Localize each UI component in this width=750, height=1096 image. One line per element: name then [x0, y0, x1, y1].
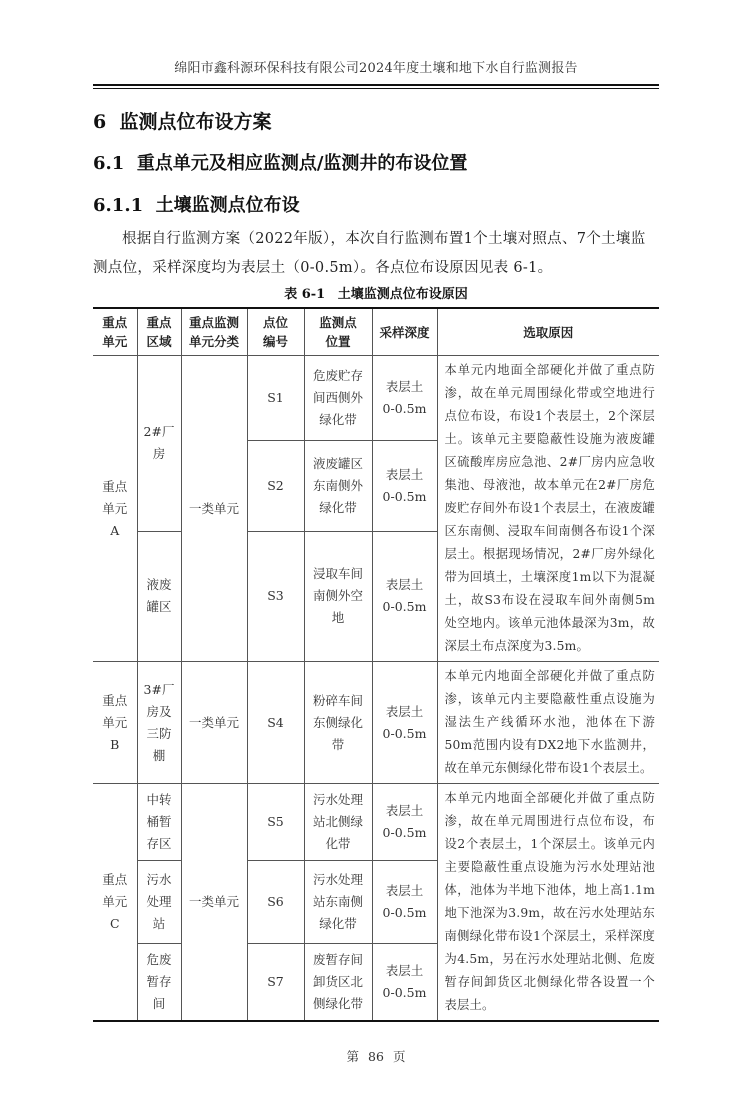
- key-area-line: 中转: [146, 792, 172, 808]
- key-unit-line: 单元: [102, 714, 128, 730]
- sample-depth-line: 0-0.5m: [382, 488, 427, 504]
- point-location-line: 地: [331, 610, 345, 626]
- key-unit-cell: [93, 784, 137, 1022]
- header-sample-depth: [372, 308, 437, 356]
- header-line: 位置: [325, 334, 351, 349]
- header-key-area: [137, 308, 181, 356]
- point-location-cell: [304, 784, 372, 861]
- header-key-unit: [93, 308, 137, 356]
- sample-depth-line: 0-0.5m: [382, 599, 427, 615]
- key-unit-line: B: [110, 736, 120, 752]
- point-id-cell: S5: [247, 784, 304, 861]
- point-location-cell: [304, 943, 372, 1021]
- header-line: 区域: [146, 334, 172, 349]
- point-location-line: 侧绿化带: [312, 995, 363, 1011]
- sample-depth-line: 0-0.5m: [382, 725, 427, 741]
- point-location-cell: [304, 662, 372, 784]
- header-line: 采样深度: [379, 324, 430, 340]
- key-area-line: 污水: [146, 871, 172, 887]
- unit-class-cell: 一类单元: [181, 356, 247, 662]
- sample-depth-cell: [372, 943, 437, 1021]
- key-area-line: 处理: [146, 893, 172, 909]
- header-line: 单元分类: [188, 334, 239, 349]
- key-area-cell: [137, 531, 181, 661]
- key-unit-line: C: [109, 916, 120, 931]
- table-caption: [93, 285, 659, 305]
- key-area-line: 液废: [146, 577, 172, 593]
- point-location-line: 卸货区北: [312, 973, 363, 989]
- key-unit-cell: [93, 662, 137, 784]
- key-area-line: 房: [152, 446, 166, 462]
- table-caption-title: 土壤监测点位布设原因: [337, 287, 468, 302]
- page-content: [93, 60, 659, 1066]
- point-location-line: 粉碎车间: [312, 692, 363, 708]
- point-location-line: 浸取车间: [312, 566, 363, 582]
- sample-depth-line: 0-0.5m: [382, 984, 427, 1000]
- key-area-line: 暂存: [146, 973, 172, 989]
- key-unit-line: 重点: [102, 478, 128, 494]
- point-id-cell: S1: [247, 356, 304, 441]
- header-line: 选取原因: [523, 324, 574, 340]
- selection-reason-cell: 本单元内地面全部硬化并做了重点防渗，该单元内主要隐蔽性重点设施为湿法生产线循环水池，池体在下游50m范围内设有DX2地下水监测井，故在单元东侧绿化带布设1个表层土。: [437, 662, 659, 784]
- sample-depth-line: 表层土: [385, 466, 424, 482]
- header-point-location: [304, 308, 372, 356]
- sample-depth-line: 表层土: [385, 577, 424, 593]
- key-area-line: 危废: [146, 951, 172, 967]
- sample-depth-line: 0-0.5m: [382, 401, 427, 416]
- point-location-line: 废暂存间: [312, 951, 363, 967]
- sample-depth-line: 表层土: [385, 803, 424, 819]
- point-location-line: 东侧绿化: [312, 714, 363, 730]
- header-line: 单元: [102, 334, 128, 349]
- point-location-line: 化带: [325, 836, 351, 852]
- chapter-heading: 6 监测点位布设方案: [93, 111, 272, 133]
- point-location-line: 污水处理: [312, 792, 363, 808]
- point-location-cell: [304, 441, 372, 532]
- key-area-line: 间: [152, 995, 166, 1011]
- point-location-line: 液废罐区: [312, 455, 363, 471]
- point-location-line: 间西侧外: [312, 390, 363, 405]
- header-line: 点位: [262, 315, 288, 330]
- header-unit-class: [181, 308, 247, 356]
- key-area-cell: [137, 356, 181, 532]
- sample-depth-line: 表层土: [385, 379, 424, 394]
- key-area-line: 罐区: [146, 599, 172, 615]
- table-header-row: [93, 308, 659, 356]
- key-unit-line: 单元: [102, 500, 128, 516]
- key-area-cell: [137, 861, 181, 944]
- sample-depth-cell: [372, 861, 437, 944]
- point-location-line: 站东南侧: [312, 893, 363, 909]
- selection-reason-cell: 本单元内地面全部硬化并做了重点防渗，故在单元周围绿化带或空地进行点位布设，布设1个表层土，2个深层土。该单元主要隐蔽性设施为液废罐区硫酸库房应急池、2#厂房内应急收集池、母液池，故本单元在2#厂房危废贮存间外布设1个表层土，在液废罐区东南侧、浸取车间南侧各布设1个深层土。根据现场情况，2#厂房外绿化带为回填土，土壤深度1m以下为混凝土，故S3布设在浸取车间外南侧5m处空地内。该单元池体最深为3m，故深层土布点深度为3.5m。: [437, 356, 659, 662]
- point-id-cell: S4: [247, 662, 304, 784]
- point-location-line: 站北侧绿: [312, 814, 363, 830]
- header-point-id: [247, 308, 304, 356]
- key-area-cell: [137, 784, 181, 861]
- point-location-line: 带: [331, 736, 345, 752]
- point-id-cell: S6: [247, 861, 304, 944]
- point-id-cell: S2: [247, 441, 304, 532]
- header-line: 重点监测: [188, 315, 239, 330]
- sample-depth-cell: [372, 784, 437, 861]
- body-paragraph: 根据自行监测方案（2022年版），本次自行监测布置1个土壤对照点、7个土壤监测点位，采样深度均为表层土（0-0.5m）。各点位布设原因见表 6-1。: [93, 231, 646, 276]
- header-line: 监测点: [319, 315, 357, 330]
- key-area-line: 存区: [146, 836, 172, 852]
- point-location-cell: [304, 861, 372, 944]
- key-unit-line: A: [110, 522, 120, 538]
- key-area-line: 3#厂: [143, 681, 175, 697]
- key-unit-line: 重点: [102, 692, 128, 708]
- sample-depth-cell: [372, 531, 437, 661]
- key-area-cell: [137, 662, 181, 784]
- key-unit-line: 单元: [102, 894, 128, 909]
- key-area-line: 桶暂: [146, 814, 172, 830]
- header-line: 重点: [146, 315, 172, 330]
- sample-depth-line: 表层土: [385, 703, 424, 719]
- key-area-line: 2#厂: [143, 424, 175, 440]
- key-unit-cell: [93, 356, 137, 662]
- table-row: [93, 356, 659, 441]
- point-location-cell: [304, 531, 372, 661]
- key-area-line: 站: [152, 915, 166, 931]
- sample-depth-line: 表层土: [385, 962, 424, 978]
- sample-depth-line: 0-0.5m: [382, 904, 427, 920]
- sample-depth-line: 0-0.5m: [382, 825, 427, 841]
- key-area-line: 房及: [146, 703, 172, 719]
- point-location-line: 南侧外空: [312, 588, 363, 604]
- sample-depth-line: 表层土: [385, 882, 424, 898]
- running-header: 绵阳市鑫科源环保科技有限公司2024年度土壤和地下水自行监测报告: [174, 61, 578, 76]
- point-location-line: 绿化带: [319, 412, 357, 427]
- header-line: 重点: [102, 315, 128, 330]
- header-rule-thick: [93, 84, 659, 86]
- header-rule-thin: [93, 88, 659, 89]
- table-row: [93, 784, 659, 861]
- point-id-cell: S3: [247, 531, 304, 661]
- key-area-line: 棚: [152, 747, 166, 763]
- page-number: [93, 1048, 659, 1066]
- point-location-line: 危废贮存: [312, 368, 363, 383]
- section-heading: 6.1 重点单元及相应监测点/监测井的布设位置: [93, 153, 468, 174]
- key-unit-line: 重点: [102, 872, 128, 887]
- header-reason: [437, 308, 659, 356]
- selection-reason-cell: 本单元内地面全部硬化并做了重点防渗，故在单元周围进行点位布设，布设2个表层土，1个深层土。该单元内主要隐蔽性重点设施为污水处理站池体，池体为半地下池体，地上高1.1m地下池深为3.9m，故在污水处理站东南侧绿化带布设1个深层土，采样深度为4.5m，另在污水处理站北侧、危废暂存间卸货区北侧绿化带各设置一个表层土。: [437, 784, 659, 1022]
- point-location-cell: [304, 356, 372, 441]
- table-caption-number: 表 6-1: [284, 287, 326, 302]
- unit-class-cell: 一类单元: [181, 784, 247, 1022]
- page-number-value: 86: [368, 1049, 384, 1064]
- point-location-line: 绿化带: [319, 499, 357, 515]
- page-suffix: 页: [392, 1049, 406, 1064]
- key-area-line: 三防: [146, 725, 172, 741]
- sample-depth-cell: [372, 662, 437, 784]
- unit-class-cell: 一类单元: [181, 662, 247, 784]
- point-location-line: 绿化带: [319, 915, 357, 931]
- sample-depth-cell: [372, 356, 437, 441]
- table-row: [93, 662, 659, 784]
- sample-depth-cell: [372, 441, 437, 532]
- point-id-cell: S7: [247, 943, 304, 1021]
- point-location-line: 东南侧外: [312, 477, 363, 493]
- key-area-cell: [137, 943, 181, 1021]
- page-prefix: 第: [346, 1049, 360, 1064]
- soil-monitoring-table: [93, 307, 659, 1022]
- subsection-heading: 6.1.1 土壤监测点位布设: [93, 195, 300, 216]
- header-line: 编号: [262, 334, 288, 349]
- point-location-line: 污水处理: [312, 871, 363, 887]
